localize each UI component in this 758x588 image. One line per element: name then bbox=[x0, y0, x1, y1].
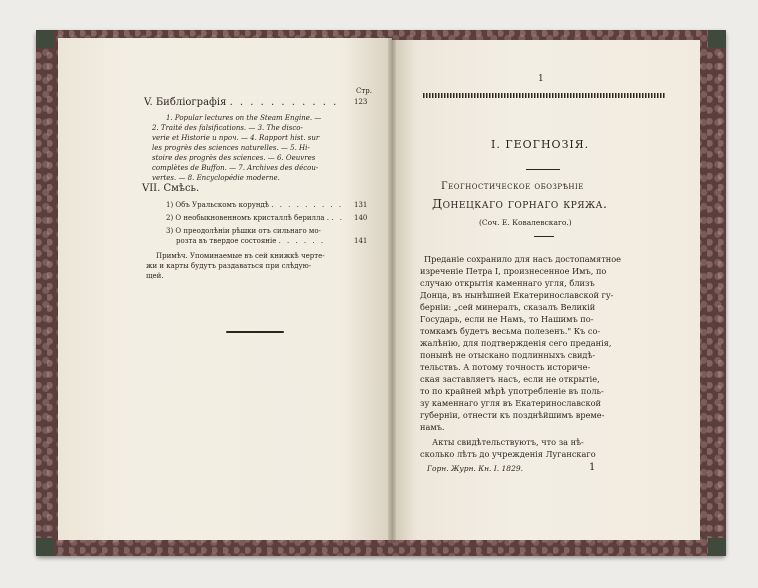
note-line: щей. bbox=[146, 272, 164, 280]
body-line: понынѣ не отыскано подлинныхъ свидѣ- bbox=[420, 350, 596, 360]
toc-item: verie et Historie и проч. — 4. Rapport hist. sur bbox=[152, 134, 320, 142]
body-line: томкамъ будетъ весьма полезенъ." Къ со- bbox=[420, 326, 601, 336]
toc-item-text: розта въ твердое состояніе bbox=[176, 237, 277, 245]
note-line: жи и карты будутъ раздаваться при слѣдую- bbox=[146, 262, 312, 270]
author-divider bbox=[534, 236, 554, 237]
toc-section-label: VII. Смѣсь. bbox=[142, 183, 200, 194]
body-line: случаю открытія каменнаго угля, близъ bbox=[420, 278, 595, 288]
toc-page-number: 123 bbox=[354, 98, 368, 106]
footer-signature-number: 1 bbox=[589, 462, 596, 473]
toc-section-miscellany bbox=[142, 183, 199, 194]
page-header-label: Стр. bbox=[356, 87, 372, 95]
toc-page-number: 140 bbox=[354, 214, 368, 222]
body-line: ская заставляетъ насъ, если не открытіе, bbox=[420, 374, 600, 384]
cover-corner bbox=[36, 30, 54, 48]
header-ornament-rule bbox=[423, 93, 666, 98]
cover-corner bbox=[36, 538, 54, 556]
article-author: (Соч. Е. Ковалевскаго.) bbox=[479, 218, 572, 227]
toc-item bbox=[166, 201, 343, 210]
article-title-line-1: Геогностическое обозрѣніе bbox=[441, 181, 584, 192]
body-line: губерніи, отнести къ позднѣйшимъ време- bbox=[420, 410, 605, 420]
toc-page-number: 131 bbox=[354, 201, 368, 209]
toc-page-number: 141 bbox=[354, 237, 368, 245]
toc-item: complètes de Buffon. — 7. Archives des décou- bbox=[152, 164, 319, 172]
body-line: сколько лѣтъ до учрежденія Луганскаго bbox=[420, 449, 596, 459]
body-line: изреченіе Петра I, произнесенное Имъ, по bbox=[420, 266, 607, 276]
footer-signature: Горн. Журн. Кн. I. 1829. bbox=[427, 464, 523, 473]
toc-item: 2. Traité des falsifications. — 3. The disco- bbox=[152, 124, 303, 132]
toc-item: 3) О преодолѣніи рѣшки отъ сильнаго мо- bbox=[166, 227, 321, 235]
toc-dots: . . . . . . . . . bbox=[271, 201, 344, 209]
body-line: жалѣнію, для подтвержденія сего преданія, bbox=[420, 338, 612, 348]
page-number-top: 1 bbox=[538, 74, 544, 84]
toc-item-text: 1) Объ Уральскомъ корундѣ bbox=[166, 201, 270, 209]
toc-item: les progrès des sciences naturelles. — 5. Hi- bbox=[152, 144, 310, 152]
body-line: намъ. bbox=[420, 422, 445, 432]
toc-dots: . . . . . . bbox=[278, 237, 326, 245]
note-line: Примѣч. Упоминаемые въ сей книжкѣ черте- bbox=[156, 252, 325, 260]
body-line: Преданіе сохранило для насъ достопамятное bbox=[424, 254, 621, 264]
toc-item-text: 2) О необыкновенномъ кристаллѣ берилла . bbox=[166, 214, 330, 222]
section-title: I. ГЕОГНОЗІЯ. bbox=[491, 138, 590, 151]
body-line: тельствъ. А потому точность историче- bbox=[420, 362, 591, 372]
body-line: Акты свидѣтельствуютъ, что за нѣ- bbox=[432, 437, 584, 447]
toc-dots: . . bbox=[331, 214, 344, 222]
cover-corner bbox=[708, 538, 726, 556]
toc-item: 1. Popular lectures on the Steam Engine. — bbox=[166, 114, 322, 122]
toc-item bbox=[166, 214, 344, 223]
title-divider bbox=[526, 169, 560, 170]
end-ornament bbox=[226, 331, 284, 333]
toc-item: stoire des progrès des sciences. — 6. Oeuvres bbox=[152, 154, 316, 162]
toc-section-label: V. Библіографія bbox=[144, 97, 227, 108]
toc-dots: . . . . . . . . . . . bbox=[229, 97, 339, 108]
body-line: то по крайней мѣрѣ употребленіе въ поль- bbox=[420, 386, 604, 396]
toc-item: vertes. — 8. Encyclopédie moderne. bbox=[152, 174, 280, 182]
body-line: Государь, если не Намъ, то Нашимъ по- bbox=[420, 314, 594, 324]
book-gutter bbox=[388, 38, 396, 542]
body-line: Донца, въ нынѣшней Екатеринославской гу- bbox=[420, 290, 614, 300]
article-title-line-2: Донецкаго горнаго кряжа. bbox=[432, 196, 608, 211]
toc-section-bibliography bbox=[144, 97, 338, 108]
body-line: берніи: „сей минералъ, сказалъ Великій bbox=[420, 302, 596, 312]
toc-item bbox=[176, 237, 325, 246]
cover-corner bbox=[708, 30, 726, 48]
body-line: зу каменнаго угля въ Екатеринославской bbox=[420, 398, 602, 408]
